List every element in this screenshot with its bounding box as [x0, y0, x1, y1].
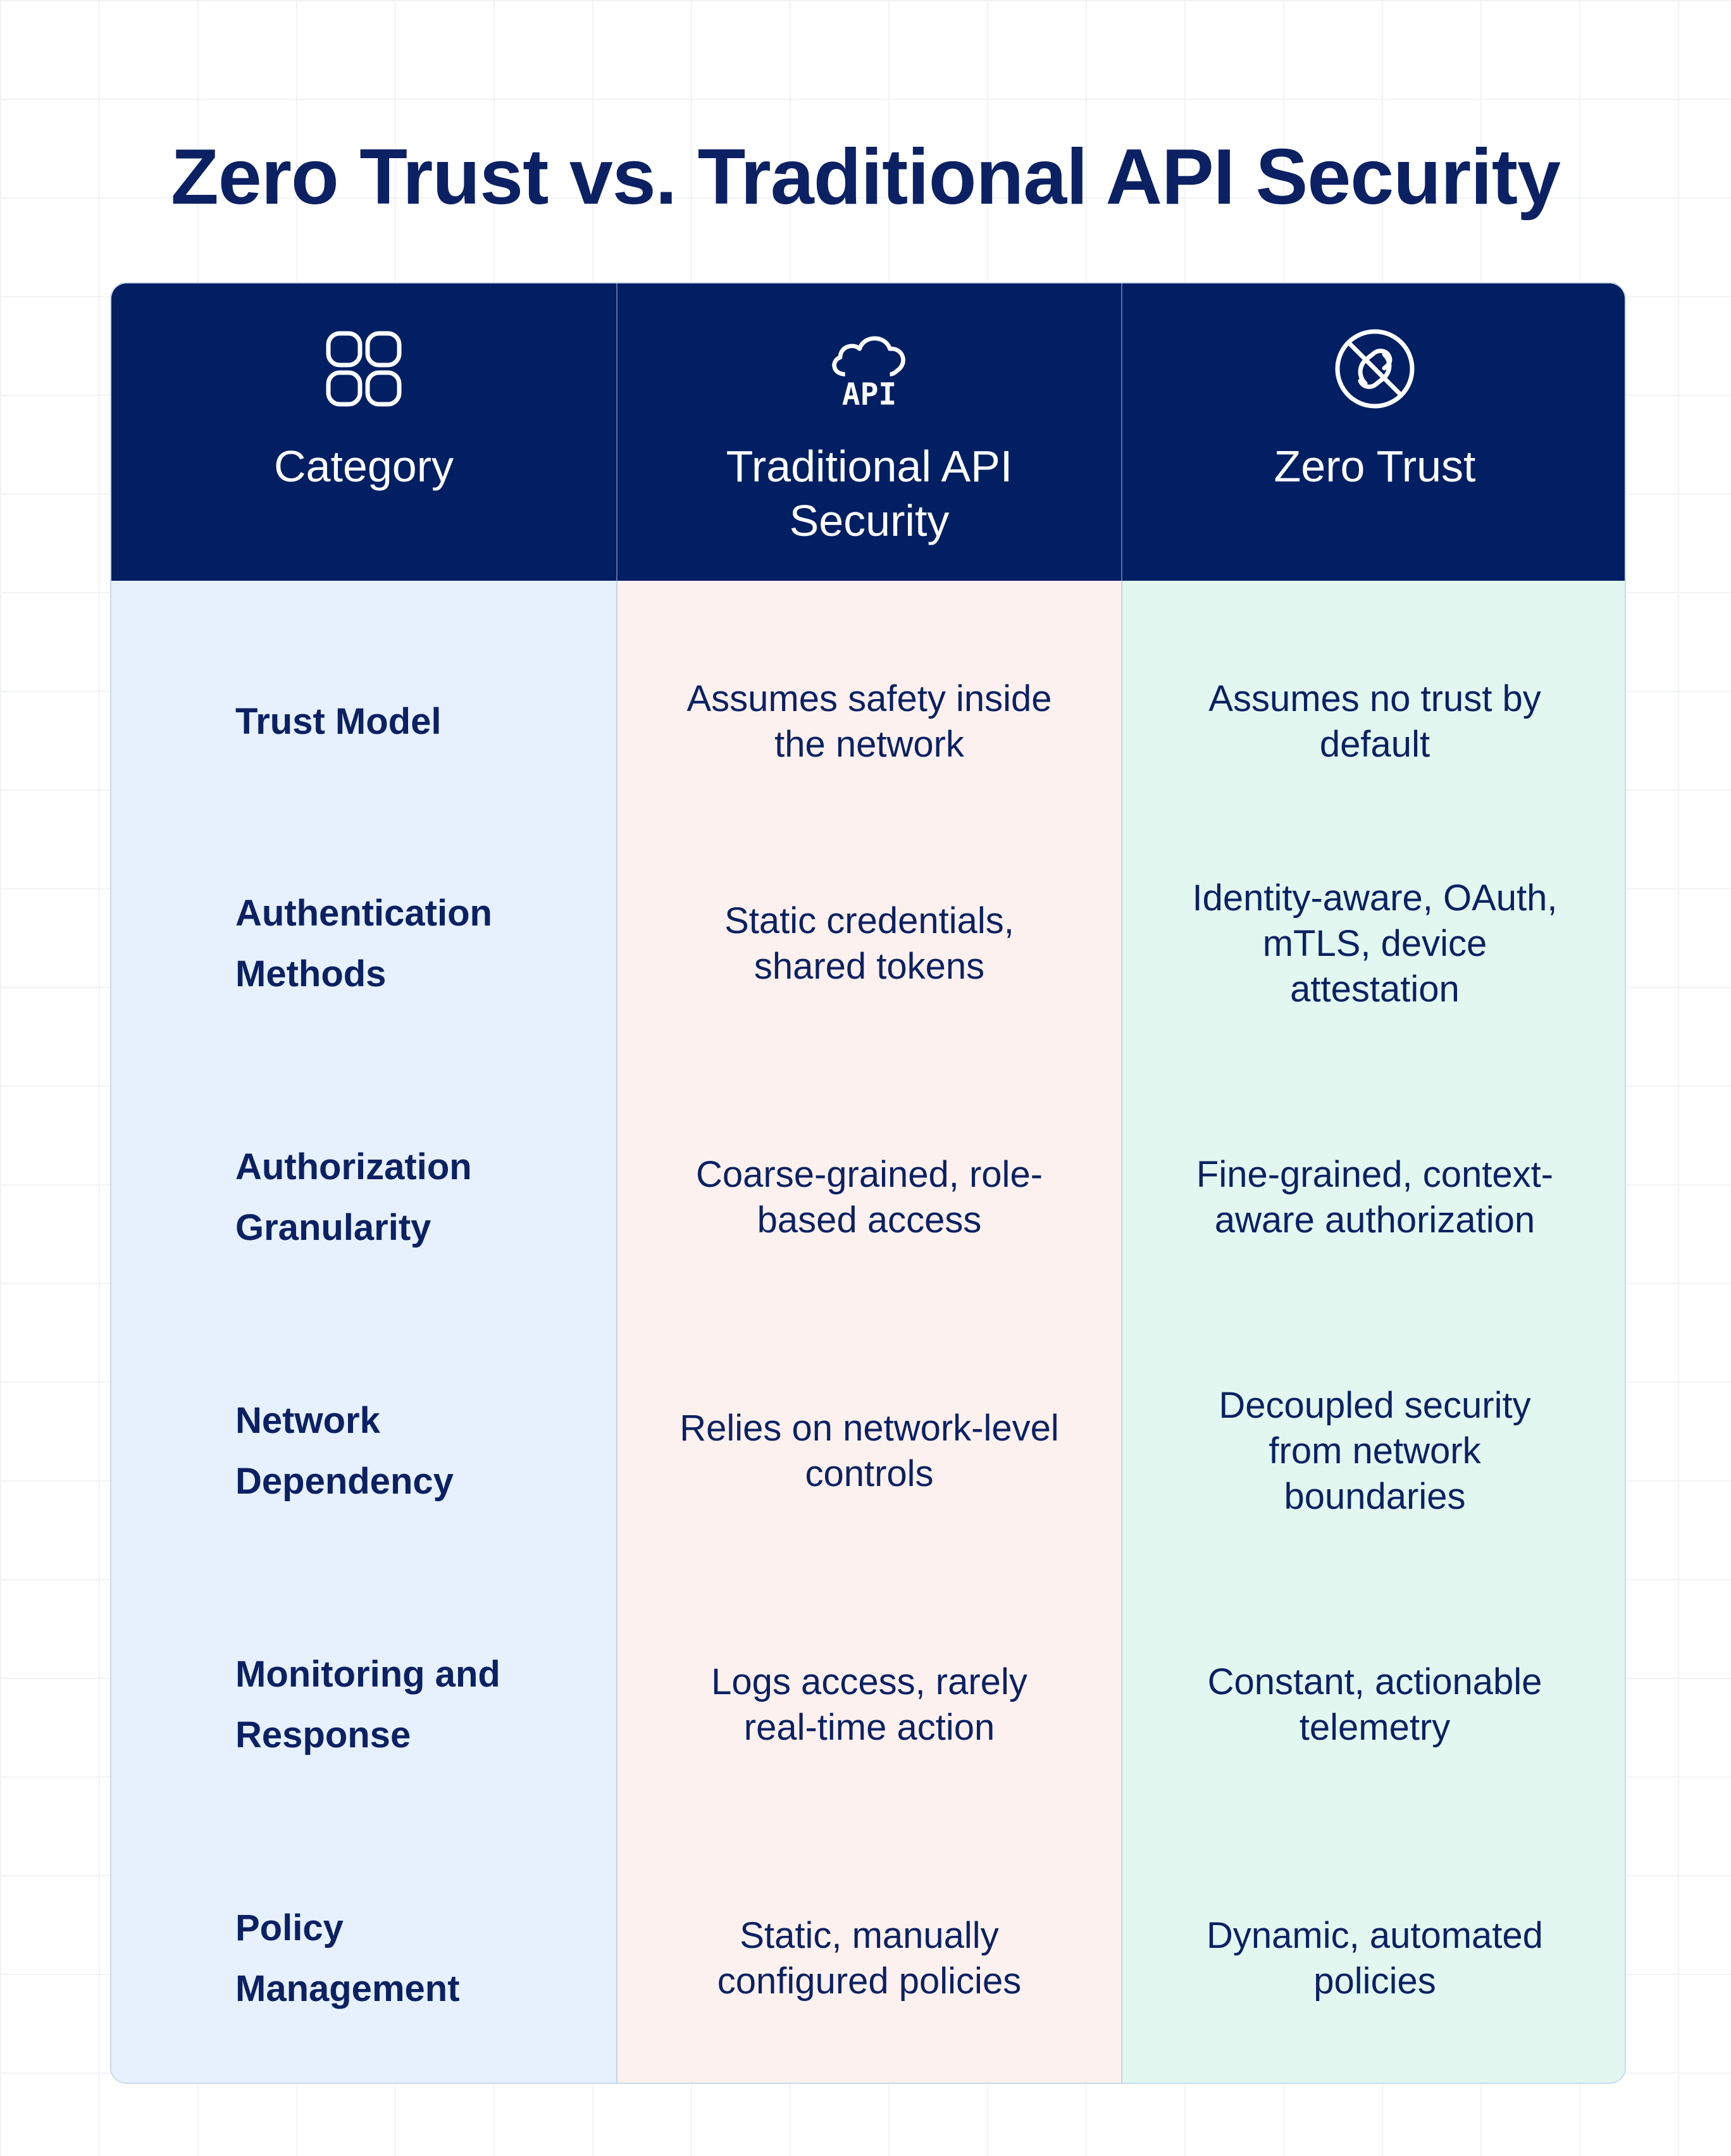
traditional-value: Static, manually configured policies — [717, 1914, 1022, 2002]
category-label: Network Dependency — [235, 1399, 454, 1502]
traditional-value: Relies on network-level controls — [679, 1407, 1059, 1494]
category-label: Trust Model — [235, 700, 442, 742]
table-row — [617, 1070, 1121, 1324]
zero-trust-column — [1121, 581, 1626, 2084]
header-label: Category — [273, 442, 454, 491]
zero-trust-value: Identity-aware, OAuth, mTLS, device attestation — [1192, 877, 1558, 1010]
header-zero-trust — [1121, 283, 1626, 581]
cloud-api-icon-text: API — [841, 377, 897, 410]
table-row — [1122, 817, 1626, 1070]
table-row — [111, 626, 616, 817]
table-row — [111, 1578, 616, 1831]
zero-trust-value: Constant, actionable telemetry — [1207, 1661, 1542, 1748]
table-row — [617, 1324, 1121, 1578]
zero-trust-value: Decoupled security from network boundaries — [1219, 1384, 1531, 1517]
page-title: Zero Trust vs. Traditional API Security — [171, 133, 1560, 221]
table-row — [111, 1070, 616, 1324]
header-category — [111, 283, 616, 581]
cloud-api-icon — [827, 326, 912, 411]
category-label: Policy Management — [235, 1907, 460, 2009]
traditional-value: Static credentials, shared tokens — [724, 900, 1014, 987]
table-row — [1122, 1324, 1626, 1578]
table-row — [1122, 1831, 1626, 2084]
category-label: Authorization Granularity — [235, 1146, 472, 1248]
table-row — [111, 817, 616, 1070]
zero-trust-value: Assumes no trust by default — [1208, 678, 1541, 765]
header-label: Zero Trust — [1274, 442, 1476, 491]
table-row — [1122, 626, 1626, 817]
table-row — [617, 1831, 1121, 2084]
grid-icon — [321, 326, 406, 411]
category-column — [111, 581, 616, 2084]
header-label: Traditional API Security — [726, 442, 1013, 545]
category-label: Authentication Methods — [235, 892, 492, 994]
traditional-value: Logs access, rarely real-time action — [711, 1661, 1027, 1748]
table-row — [1122, 1578, 1626, 1831]
table-row — [1122, 1070, 1626, 1324]
traditional-value: Coarse-grained, role-based access — [695, 1153, 1043, 1241]
table-row — [617, 817, 1121, 1070]
zero-trust-value: Fine-grained, context-aware authorization — [1196, 1153, 1554, 1241]
category-label: Monitoring and Response — [235, 1653, 500, 1756]
traditional-value: Assumes safety inside the network — [686, 678, 1052, 765]
traditional-column — [616, 581, 1121, 2084]
comparison-table — [110, 282, 1626, 2084]
table-row — [617, 1578, 1121, 1831]
table-row — [111, 1324, 616, 1578]
no-trust-icon — [1332, 326, 1417, 411]
table-row — [617, 626, 1121, 817]
header-traditional — [616, 283, 1121, 581]
zero-trust-value: Dynamic, automated policies — [1207, 1914, 1543, 2002]
table-row — [111, 1831, 616, 2084]
